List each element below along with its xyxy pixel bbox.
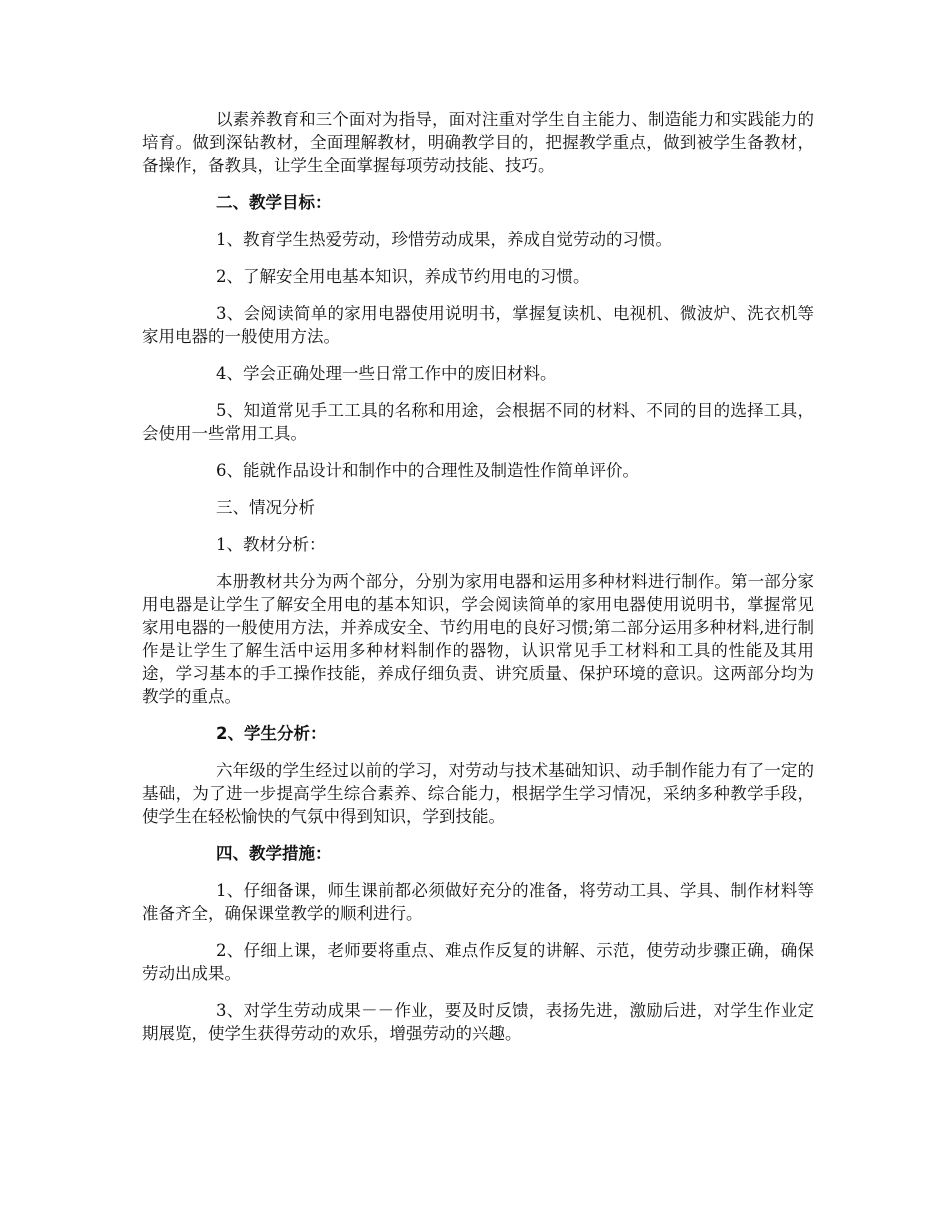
goal-item-5: 5、知道常见手工工具的名称和用途，会根据不同的材料、不同的目的选择工具，会使用一些常用工具。 xyxy=(142,401,814,443)
section-heading-situation-analysis: 三、情况分析 xyxy=(216,498,315,517)
intro-paragraph: 以素养教育和三个面对为指导，面对注重对学生自主能力、制造能力和实践能力的培育。做到深钻教材，全面理解教材，明确教学目的，把握教学重点，做到被学生备教材，备操作，备教具，让学生全面掌握每项劳动技能、技巧。 xyxy=(142,110,814,175)
section-heading-teaching-goals: 二、教学目标： xyxy=(216,193,332,212)
subheading-student-analysis: 2、学生分析： xyxy=(216,724,327,743)
measure-item-3: 3、对学生劳动成果－－作业，要及时反馈，表扬先进，激励后进，对学生作业定期展览，使学生获得劳动的欢乐，增强劳动的兴趣。 xyxy=(142,1001,814,1043)
student-analysis-paragraph: 六年级的学生经过以前的学习，对劳动与技术基础知识、动手制作能力有了一定的基础，为了进一步提高学生综合素养、综合能力，根据学生学习情况，采纳多种教学手段，使学生在轻松愉快的气氛中得到知识，学到技能。 xyxy=(142,761,814,826)
subheading-textbook-analysis: 1、教材分析： xyxy=(216,535,326,554)
goal-item-4: 4、学会正确处理一些日常工作中的废旧材料。 xyxy=(216,364,557,383)
textbook-analysis-paragraph: 本册教材共分为两个部分，分别为家用电器和运用多种材料进行制作。第一部分家用电器是让学生了解安全用电的基本知识，学会阅读简单的家用电器使用说明书，掌握常见家用电器的一般使用方法，并养成安全、节约用电的良好习惯;第二部分运用多种材料,进行制作是让学生了解生活中运用多种材料制作的器物，认识常见手工材料和工具的性能及其用途，学习基本的手工操作技能，养成仔细负责、讲究质量、保护环境的意识。这两部分均为教学的重点。 xyxy=(142,572,814,706)
goal-item-3: 3、会阅读简单的家用电器使用说明书，掌握复读机、电视机、微波炉、洗衣机等家用电器的一般使用方法。 xyxy=(142,304,814,346)
goal-item-6: 6、能就作品设计和制作中的合理性及制造性作简单评价。 xyxy=(216,461,639,480)
goal-item-2: 2、了解安全用电基本知识，养成节约用电的习惯。 xyxy=(216,267,590,286)
document-body xyxy=(142,108,814,1059)
measure-item-2: 2、仔细上课，老师要将重点、难点作反复的讲解、示范，使劳动步骤正确，确保劳动出成果。 xyxy=(142,941,814,983)
measure-item-1: 1、仔细备课，师生课前都必须做好充分的准备，将劳动工具、学具、制作材料等准备齐全，确保课堂教学的顺利进行。 xyxy=(142,881,814,923)
section-heading-teaching-measures: 四、教学措施： xyxy=(216,844,332,863)
goal-item-1: 1、教育学生热爱劳动，珍惜劳动成果，养成自觉劳动的习惯。 xyxy=(216,230,672,249)
